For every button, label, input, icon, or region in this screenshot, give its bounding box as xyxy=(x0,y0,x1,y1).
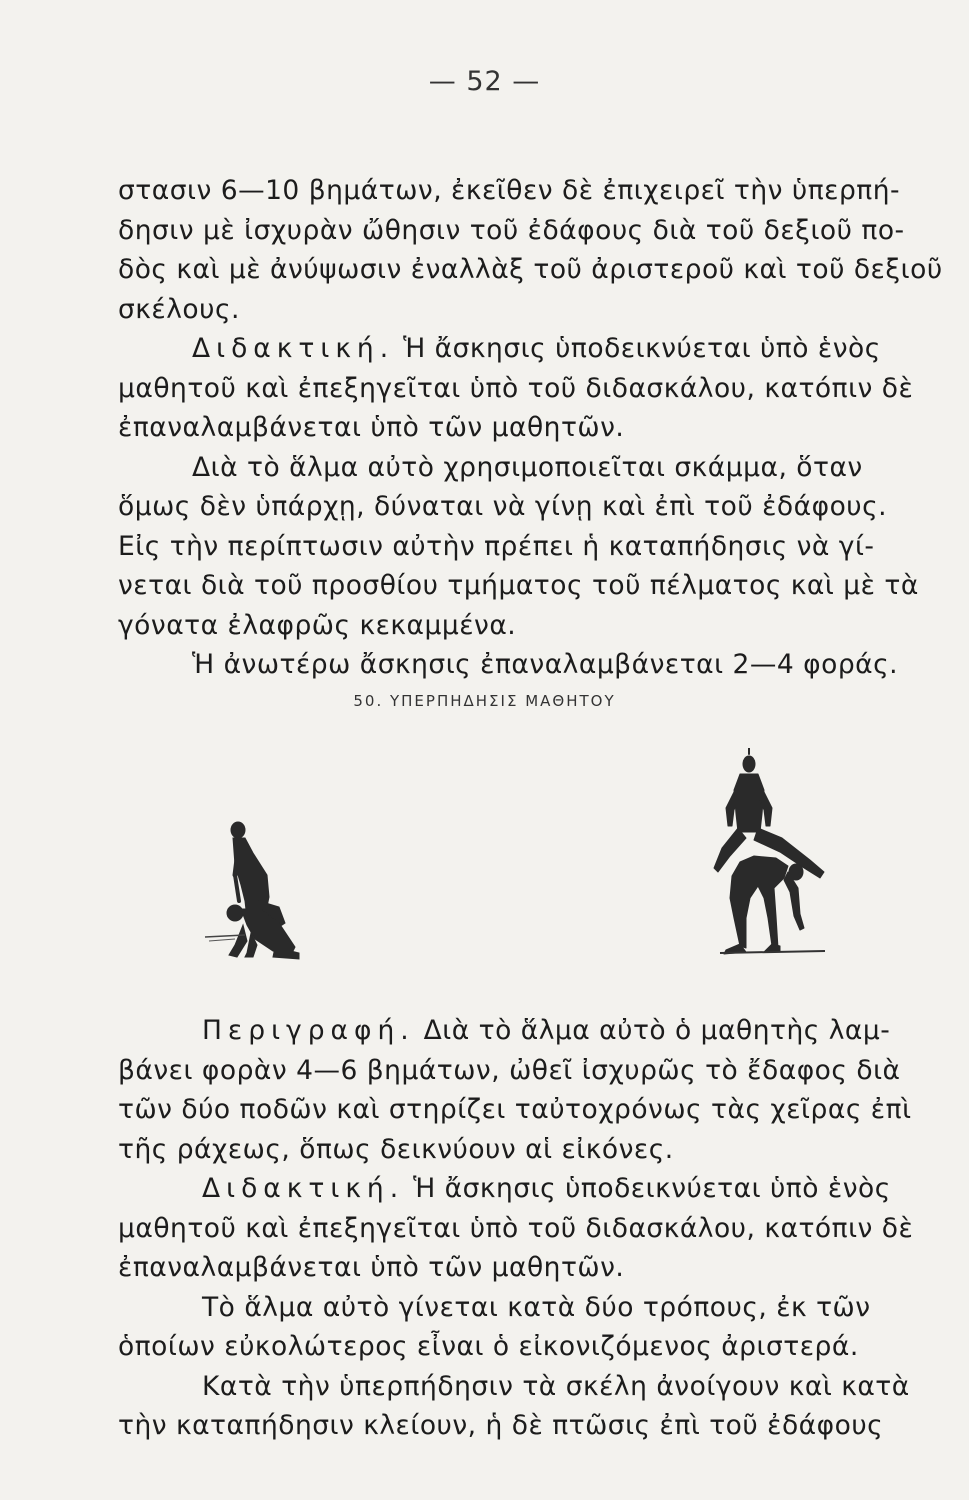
text-line: δησιν μὲ ἰσχυρὰν ὤθησιν τοῦ ἐδάφους διὰ τοῦ δεξιοῦ πο- xyxy=(118,214,905,246)
text-line: Τὸ ἅλμα αὐτὸ γίνεται κατὰ δύο τρόπους, ἐκ τῶν xyxy=(202,1291,871,1323)
text-line: Κατὰ τὴν ὑπερπήδησιν τὰ σκέλη ἀνοίγουν καὶ κατὰ xyxy=(202,1370,910,1402)
didaktiki-paragraph-start xyxy=(118,1169,918,1209)
text-line: δὸς καὶ μὲ ἀνύψωσιν ἐναλλὰξ τοῦ ἀριστεροῦ καὶ τοῦ δεξιοῦ xyxy=(118,254,943,285)
perigrafi-paragraph-start xyxy=(118,1011,918,1051)
text-line: Ἡ ἀνωτέρω ἄσκησις ἐπαναλαμβάνεται 2—4 φοράς. xyxy=(192,649,899,680)
text-line: τῆς ράχεως, ὅπως δεικνύουν αἱ εἰκόνες. xyxy=(118,1133,674,1165)
text-line: γόνατα ἐλαφρῶς κεκαμμένα. xyxy=(118,609,517,641)
lower-text-block xyxy=(118,1011,918,1446)
page-number: — 52 — xyxy=(428,66,541,97)
text-line: ἐπαναλαμβάνεται ὑπὸ τῶν μαθητῶν. xyxy=(118,412,625,443)
text-line: στασιν 6—10 βημάτων, ἐκεῖθεν δὲ ἐπιχειρεῖ τὴν ὑπερπή- xyxy=(118,175,901,206)
text-line: ἐπαναλαμβάνεται ὑπὸ τῶν μαθητῶν. xyxy=(118,1252,625,1283)
figure-caption: 50. ΥΠΕΡΠΗΔΗΣΙΣ ΜΑΘΗΤΟΥ xyxy=(353,692,616,710)
text-line: νεται διὰ τοῦ προσθίου τμήματος τοῦ πέλματος καὶ μὲ τὰ xyxy=(118,570,919,601)
text-fragment: Διὰ τὸ ἅλμα αὐτὸ ὁ μαθητὴς λαμ- xyxy=(423,1015,891,1046)
didaktiki-heading: Διδακτική. xyxy=(192,333,395,364)
didaktiki-heading: Διδακτική. xyxy=(202,1173,405,1204)
text-line: Διὰ τὸ ἅλμα αὐτὸ χρησιμοποιεῖται σκάμμα, ὅταν xyxy=(192,451,863,483)
upper-text-block xyxy=(118,171,943,685)
text-line: Εἰς τὴν περίπτωσιν αὐτὴν πρέπει ἡ καταπήδησις νὰ γί- xyxy=(118,530,875,562)
text-line: ὁποίων εὐκολώτερος εἶναι ὁ εἰκονιζόμενος ἀριστερά. xyxy=(118,1331,859,1362)
text-line: σκέλους. xyxy=(118,293,240,325)
illustration-kneeling-students xyxy=(195,805,335,970)
illustration-leapfrog xyxy=(700,748,845,968)
text-line: μαθητοῦ καὶ ἐπεξηγεῖται ὑπὸ τοῦ διδασκάλου, κατόπιν δὲ xyxy=(118,1212,914,1244)
text-line: τῶν δύο ποδῶν καὶ στηρίζει ταὐτοχρόνως τὰς χεῖρας ἐπὶ xyxy=(118,1094,912,1125)
text-line: μαθητοῦ καὶ ἐπεξηγεῖται ὑπὸ τοῦ διδασκάλου, κατόπιν δὲ xyxy=(118,372,914,404)
perigrafi-heading: Περιγραφή. xyxy=(202,1015,415,1046)
text-line: βάνει φορὰν 4—6 βημάτων, ὠθεῖ ἰσχυρῶς τὸ ἔδαφος διὰ xyxy=(118,1054,901,1086)
text-fragment: Ἡ ἄσκησις ὑποδεικνύεται ὑπὸ ἑνὸς xyxy=(403,333,881,364)
text-fragment: Ἡ ἄσκησις ὑποδεικνύεται ὑπὸ ἑνὸς xyxy=(413,1173,891,1204)
text-line: τὴν καταπήδησιν κλείουν, ἡ δὲ πτῶσις ἐπὶ τοῦ ἐδάφους xyxy=(118,1410,884,1441)
text-line: ὅμως δὲν ὑπάρχῃ, δύναται νὰ γίνῃ καὶ ἐπὶ τοῦ ἐδάφους. xyxy=(118,491,888,522)
didaktiki-paragraph-start xyxy=(118,329,918,369)
